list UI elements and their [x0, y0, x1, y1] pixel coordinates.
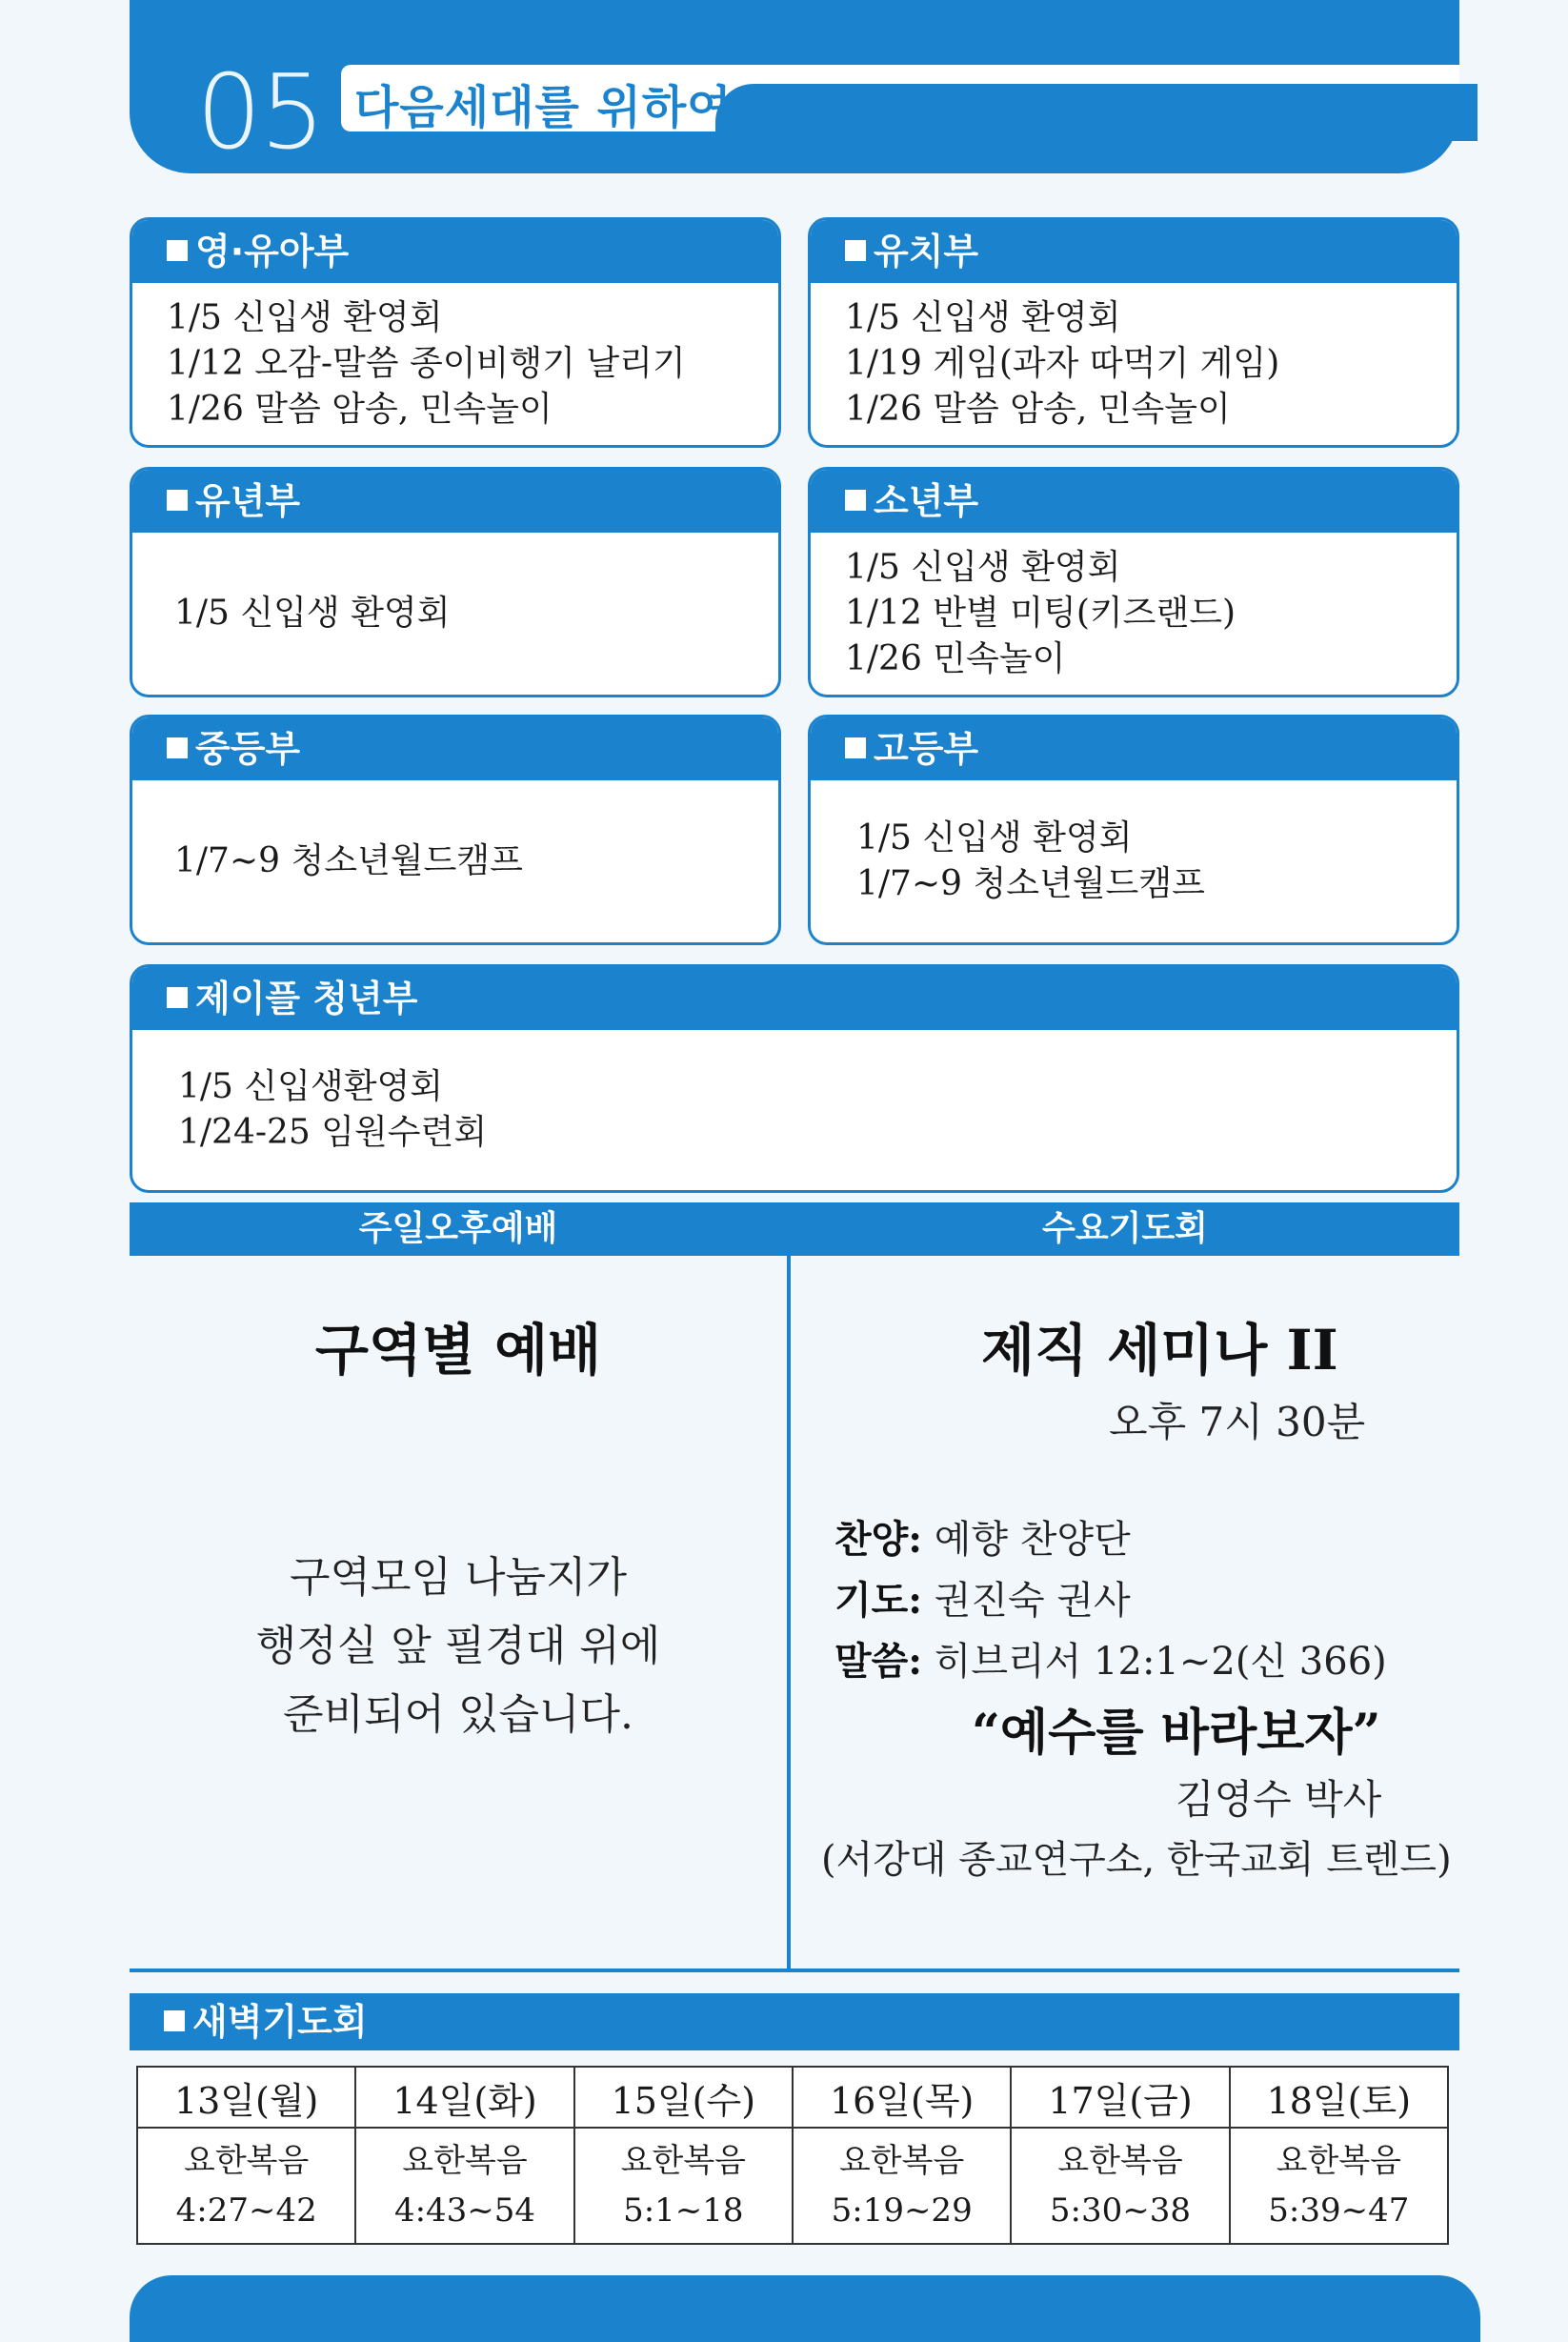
- dawn-prayer-table: [136, 2066, 1449, 2245]
- dept-name: 고등부: [874, 728, 979, 770]
- dept-box-kindergarten: [808, 217, 1459, 448]
- day-cell: 17일(금): [1011, 2067, 1229, 2128]
- event-line: 1/7~9 청소년월드캠프: [174, 841, 523, 880]
- day-cell: 15일(수): [574, 2067, 793, 2128]
- wednesday-prayer-header: 수요기도회: [791, 1202, 1459, 1256]
- event-line: 1/5 신입생 환영회: [856, 818, 1133, 858]
- square-bullet-icon: [167, 987, 188, 1008]
- word-line: 말씀: 히브리서 12:1~2(신 366): [834, 1639, 1387, 1684]
- square-bullet-icon: [845, 737, 866, 758]
- dept-name: 소년부: [874, 480, 979, 522]
- sunday-service-header: 주일오후예배: [130, 1202, 787, 1256]
- square-bullet-icon: [845, 240, 866, 261]
- page-footer: [130, 2275, 1480, 2342]
- event-line: 1/5 신입생환영회: [178, 1067, 444, 1106]
- dept-name: 제이플 청년부: [195, 978, 418, 1020]
- hymn-line: 찬양: 예향 찬양단: [834, 1517, 1131, 1562]
- event-line: 1/26 말씀 암송, 민속놀이: [845, 390, 1231, 429]
- square-bullet-icon: [845, 490, 866, 511]
- scripture-cell: 요한복음 5:19~29: [793, 2128, 1011, 2244]
- sunday-title: 구역별 예배: [314, 1318, 602, 1383]
- day-cell: 14일(화): [355, 2067, 573, 2128]
- dept-box-elementary-senior: [808, 467, 1459, 697]
- square-bullet-icon: [167, 240, 188, 261]
- day-cell: 16일(목): [793, 2067, 1011, 2128]
- dept-name: 중등부: [195, 728, 301, 770]
- section-title: 다음세대를 위하여: [354, 81, 733, 134]
- scripture-cell: 요한복음 5:1~18: [574, 2128, 793, 2244]
- header-title-decoration: [715, 84, 1478, 141]
- column-divider: [787, 1202, 791, 1970]
- speaker: 김영수 박사: [1176, 1776, 1382, 1823]
- dept-name: 유년부: [195, 480, 301, 522]
- scripture-cell: 요한복음 5:39~47: [1230, 2128, 1448, 2244]
- dept-box-young-adult: [130, 964, 1459, 1193]
- event-line: 1/19 게임(과자 따먹기 게임): [845, 344, 1280, 383]
- square-bullet-icon: [167, 737, 188, 758]
- event-line: 1/5 신입생 환영회: [174, 594, 451, 633]
- day-cell: 13일(월): [137, 2067, 355, 2128]
- dept-box-elementary-junior: [130, 467, 781, 697]
- event-line: 1/26 말씀 암송, 민속놀이: [167, 390, 553, 429]
- dept-box-middle-school: [130, 715, 781, 945]
- event-line: 1/24-25 임원수련회: [178, 1113, 488, 1152]
- prayer-line: 기도: 권진숙 권사: [834, 1578, 1131, 1623]
- section-number: 05: [196, 53, 324, 172]
- event-line: 1/12 오감-말씀 종이비행기 날리기: [167, 344, 686, 383]
- square-bullet-icon: [167, 490, 188, 511]
- wednesday-title: 제직 세미나 II: [981, 1318, 1338, 1383]
- event-line: 1/5 신입생 환영회: [167, 298, 443, 337]
- day-cell: 18일(토): [1230, 2067, 1448, 2128]
- wednesday-time: 오후 7시 30분: [1109, 1399, 1366, 1445]
- sunday-notice: 구역모임 나눔지가 행정실 앞 필경대 위에 준비되어 있습니다.: [255, 1553, 661, 1739]
- scripture-cell: 요한복음 4:27~42: [137, 2128, 355, 2244]
- table-row: [137, 2067, 1448, 2128]
- dept-box-high-school: [808, 715, 1459, 945]
- dept-name: 영·유아부: [195, 231, 350, 273]
- scripture-cell: 요한복음 4:43~54: [355, 2128, 573, 2244]
- event-line: 1/5 신입생 환영회: [845, 548, 1121, 587]
- event-line: 1/12 반별 미팅(키즈랜드): [845, 594, 1236, 633]
- dawn-prayer-header: 새벽기도회: [130, 1993, 1459, 2050]
- event-line: 1/26 민속놀이: [845, 639, 1066, 678]
- dept-name: 유치부: [874, 231, 979, 273]
- sermon-title: “예수를 바라보자”: [972, 1704, 1381, 1762]
- speaker-affiliation: (서강대 종교연구소, 한국교회 트렌드): [821, 1838, 1452, 1882]
- scripture-cell: 요한복음 5:30~38: [1011, 2128, 1229, 2244]
- section-divider: [130, 1968, 1459, 1972]
- event-line: 1/5 신입생 환영회: [845, 298, 1121, 337]
- page-header: [130, 0, 1459, 173]
- square-bullet-icon: [164, 2010, 185, 2031]
- dept-box-infant: [130, 217, 781, 448]
- table-row: [137, 2128, 1448, 2244]
- event-line: 1/7~9 청소년월드캠프: [856, 864, 1205, 903]
